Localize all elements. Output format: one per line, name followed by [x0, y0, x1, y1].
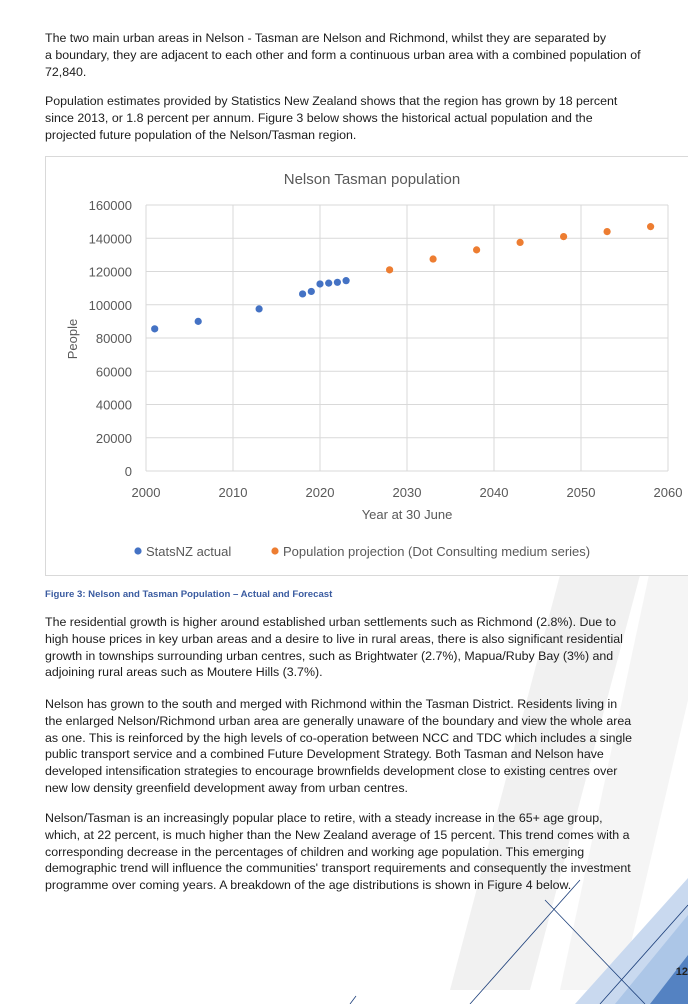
x-tick-label: 2000: [131, 485, 161, 500]
legend-actual-label: StatsNZ actual: [146, 544, 232, 559]
y-tick-label: 160000: [88, 198, 132, 213]
figure-caption: Figure 3: Nelson and Tasman Population – Actual and Forecast: [45, 589, 333, 600]
actual-data-point: [308, 288, 315, 295]
nelson-growth-paragraph: Nelson has grown to the south and merged with Richmond within the Tasman District. Residents living in the enlarged Nelson/Richmond urban area are generally unaware of the boundary and view the whole area as one. This is reinforced by the high levels of co-operation between NCC and TDC which includes a single public transport service and a combined Future Development Strategy. Both Tasman and Nelson have developed intensification strategies to encourage brownfields development close to existing centres over new low density greenfield development away from urban centres.: [45, 697, 633, 795]
actual-data-point: [334, 279, 341, 286]
actual-data-point: [195, 318, 202, 325]
actual-data-point: [299, 290, 306, 297]
projection-data-point: [517, 239, 524, 246]
y-tick-label: 40000: [95, 397, 132, 413]
chart-title: Nelson Tasman population: [283, 171, 461, 188]
projection-data-point: [386, 266, 393, 273]
projection-data-point: [647, 223, 654, 230]
y-tick-label: 120000: [88, 264, 132, 280]
x-tick-label: 2010: [218, 485, 248, 500]
page-number: 12: [675, 966, 688, 978]
population-chart: [45, 156, 688, 576]
chart-points: [151, 223, 654, 332]
legend-projection-marker: [271, 547, 278, 554]
actual-data-point: [343, 277, 350, 284]
x-tick-label: 2020: [305, 485, 335, 500]
legend-projection-label: Population projection (Dot Consulting medium series): [283, 544, 591, 559]
projection-data-point: [560, 233, 567, 240]
actual-data-point: [325, 280, 332, 287]
population-paragraph: Population estimates provided by Statistics New Zealand shows that the region has grown by 18 percent since 2013, or 1.8 percent per annum. Figure 3 below shows the historical actual population and the projected future population of the Nelson/Tasman region.: [45, 94, 618, 142]
y-tick-label: 0: [124, 464, 132, 479]
y-tick-label: 60000: [95, 364, 132, 380]
legend-actual-marker: [134, 547, 141, 554]
actual-data-point: [316, 280, 323, 287]
intro-paragraph: The two main urban areas in Nelson - Tasman are Nelson and Richmond, whilst they are separated by a boundary, they are adjacent to each other and form a continuous urban area with a combined population of 72,840.: [45, 31, 641, 79]
residential-growth-paragraph: The residential growth is higher around established urban settlements such as Richmond (2.8%). Due to high house prices in key urban areas and a desire to live in rural areas, there is also significant residential growth in townships surrounding urban centres, such as Brightwater (2.7%), Mapua/Ruby Bay (3%) and adjoining rural areas such as Moutere Hills (3.7%).: [45, 615, 623, 680]
projection-data-point: [473, 246, 480, 253]
projection-data-point: [604, 228, 611, 235]
retirement-paragraph: Nelson/Tasman is an increasingly popular place to retire, with a steady increase in the 65+ age group, which, at 22 percent, is much higher than the New Zealand average of 15 percent. This trend comes with a corresponding decrease in the percentages of children and working age population. This emerging demographic trend will influence the communities' transport requirements and consequently the investment programme over coming years. A breakdown of the age distributions is shown in Figure 4 below.: [45, 811, 631, 893]
x-tick-label: 2040: [479, 485, 509, 500]
x-tick-label: 2030: [392, 485, 422, 500]
population-chart-svg: [46, 157, 688, 575]
x-tick-label: 2050: [566, 485, 596, 500]
chart-legend: [134, 544, 590, 559]
actual-data-point: [151, 325, 158, 332]
actual-data-point: [256, 305, 263, 312]
y-tick-label: 80000: [95, 331, 132, 346]
chart-grid: [146, 205, 668, 471]
chart-axes: [89, 198, 683, 500]
projection-data-point: [430, 255, 437, 262]
corner-line: [350, 996, 356, 1004]
y-tick-label: 20000: [95, 430, 132, 446]
x-axis-label: Year at 30 June: [361, 507, 453, 522]
y-tick-label: 100000: [88, 297, 132, 313]
y-axis-label: People: [65, 318, 80, 360]
x-tick-label: 2060: [653, 485, 683, 500]
y-tick-label: 140000: [88, 231, 132, 247]
